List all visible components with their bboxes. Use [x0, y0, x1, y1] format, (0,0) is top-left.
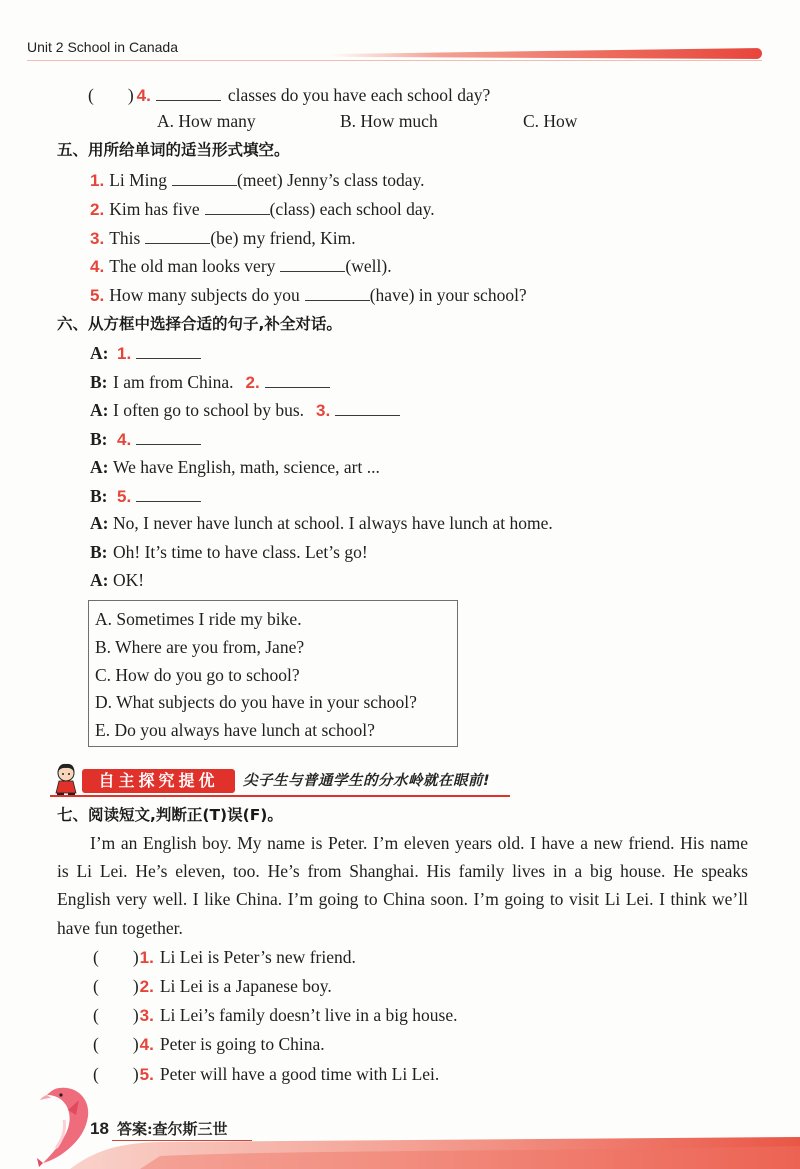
fill-blank: [136, 345, 201, 359]
item-text-before: The old man looks very: [109, 256, 276, 276]
answer-bracket-open: (: [93, 976, 99, 996]
section-7-heading: 七、阅读短文,判断正(T)误(F)。: [57, 806, 283, 824]
dialogue-line: [90, 428, 201, 451]
blank-number: 2.: [245, 373, 260, 392]
fill-blank: [172, 172, 237, 186]
fill-blank: [265, 374, 330, 388]
dialogue-line: [90, 399, 400, 422]
banner-slogan: 尖子生与普通学生的分水岭就在眼前!: [243, 773, 491, 789]
page-number: 18: [90, 1119, 109, 1138]
section-6-heading: 六、从方框中选择合适的句子,补全对话。: [57, 315, 342, 333]
fill-blank: [280, 258, 345, 272]
passage-line: I’m an English boy. My name is Peter. I’m eleven years old. I have a new friend. His name: [90, 833, 748, 853]
item-number: 1.: [90, 171, 105, 190]
dialogue-line: [90, 485, 201, 508]
item-text-after: (class) each school day.: [269, 199, 435, 219]
unit-title: Unit 2 School in Canada: [27, 39, 178, 55]
fill-blank: [136, 488, 201, 502]
answer-space: [99, 982, 133, 992]
box-option-a: A. Sometimes I ride my bike.: [95, 609, 302, 629]
fill-blank: [205, 201, 270, 215]
item-text: Li Lei’s family doesn’t live in a big house.: [159, 1005, 458, 1025]
speaker-label: B:: [90, 372, 108, 392]
fill-blank: [335, 402, 400, 416]
blank-number: 3.: [316, 401, 331, 420]
answer-space: [99, 953, 133, 963]
fill-item: [90, 169, 424, 192]
dialogue-text: OK!: [113, 570, 145, 590]
blank-number: 5.: [117, 487, 132, 506]
speaker-label: A:: [90, 400, 109, 420]
option-b: B. How much: [340, 111, 438, 131]
speaker-label: A:: [90, 513, 109, 533]
dialogue-line: [90, 371, 330, 394]
blank-number: 4.: [117, 430, 132, 449]
item-text-before: This: [109, 228, 141, 248]
dialogue-text: Oh! It’s time to have class. Let’s go!: [113, 542, 368, 562]
section-5-heading: 五、用所给单词的适当形式填空。: [57, 141, 290, 159]
judge-item: [93, 1004, 457, 1027]
item-number: 1.: [139, 948, 154, 967]
fill-blank: [145, 230, 210, 244]
answer-bracket-close: ): [132, 1034, 139, 1054]
answer-bracket-open: (: [93, 1064, 99, 1084]
answer-label: 答案:查尔斯三世: [117, 1120, 228, 1138]
speaker-label: B:: [90, 486, 108, 506]
dolphin-icon: [36, 1080, 98, 1168]
answer-bracket-open: (: [88, 85, 94, 105]
item-text-after: (meet) Jenny’s class today.: [237, 170, 425, 190]
question-4: [88, 84, 490, 107]
answer-bracket-close: ): [132, 1064, 139, 1084]
item-text: Li Lei is Peter’s new friend.: [159, 947, 356, 967]
speaker-label: B:: [90, 542, 108, 562]
judge-item: [93, 946, 356, 969]
item-number: 2.: [90, 200, 105, 219]
fill-item: [90, 198, 435, 221]
speaker-label: A:: [90, 457, 109, 477]
box-option-c: C. How do you go to school?: [95, 665, 300, 685]
dialogue-text: I am from China.: [113, 372, 234, 392]
answer-bracket-open: (: [93, 947, 99, 967]
item-text-before: How many subjects do you: [109, 285, 300, 305]
dialogue-line: [90, 456, 380, 478]
passage-line: have fun together.: [57, 918, 183, 938]
header-rule: [27, 60, 762, 61]
fill-item: [90, 227, 356, 250]
dialogue-line: [90, 541, 368, 563]
item-number: 3.: [90, 229, 105, 248]
question-text: classes do you have each school day?: [227, 85, 491, 105]
dialogue-text: I often go to school by bus.: [113, 400, 305, 420]
answer-bracket-open: (: [93, 1005, 99, 1025]
item-text-after: (well).: [345, 256, 392, 276]
footer-rule: [112, 1140, 252, 1141]
passage-line: is Li Lei. He’s eleven, too. He’s from Shanghai. His family lives in a big house. He speaks: [57, 861, 748, 881]
judge-item: [93, 1063, 439, 1086]
answer-bracket-close: ): [132, 1005, 139, 1025]
item-text: Peter is going to China.: [159, 1034, 325, 1054]
header-stripe: [330, 48, 762, 59]
question-number: 4.: [136, 86, 151, 105]
item-text-after: (have) in your school?: [369, 285, 527, 305]
item-number: 3.: [139, 1006, 154, 1025]
item-text-before: Li Ming: [109, 170, 168, 190]
speaker-label: A:: [90, 343, 109, 363]
answer-space: [94, 91, 128, 101]
dialogue-text: No, I never have lunch at school. I always have lunch at home.: [113, 513, 553, 533]
judge-item: [93, 975, 332, 998]
dialogue-text: We have English, math, science, art ...: [113, 457, 380, 477]
speaker-label: A:: [90, 570, 109, 590]
item-number: 4.: [139, 1035, 154, 1054]
item-text: Li Lei is a Japanese boy.: [159, 976, 332, 996]
item-text-before: Kim has five: [109, 199, 200, 219]
fill-blank: [305, 287, 370, 301]
item-text-after: (be) my friend, Kim.: [210, 228, 356, 248]
judge-item: [93, 1033, 325, 1056]
answer-space: [99, 1011, 133, 1021]
item-text: Peter will have a good time with Li Lei.: [159, 1064, 440, 1084]
item-number: 5.: [139, 1065, 154, 1084]
option-c: C. How: [523, 111, 578, 131]
dialogue-line: [90, 342, 201, 365]
answer-bracket-open: (: [93, 1034, 99, 1054]
option-a: A. How many: [157, 111, 256, 131]
fill-blank: [156, 87, 221, 101]
passage-line: English very well. I like China. I’m going to China soon. I’m going to visit Li Lei. I think we’ll: [57, 889, 748, 909]
speaker-label: B:: [90, 429, 108, 449]
item-number: 5.: [90, 286, 105, 305]
fill-item: [90, 255, 392, 278]
dialogue-line: [90, 512, 553, 534]
box-option-e: E. Do you always have lunch at school?: [95, 720, 375, 740]
answer-bracket-close: ): [132, 976, 139, 996]
fill-blank: [136, 431, 201, 445]
banner-label: 自主探究提优: [82, 769, 235, 793]
answer-bracket-close: ): [127, 85, 134, 105]
item-number: 2.: [139, 977, 154, 996]
item-number: 4.: [90, 257, 105, 276]
blank-number: 1.: [117, 344, 132, 363]
answer-space: [99, 1040, 133, 1050]
banner-rule: [50, 795, 510, 797]
fill-item: [90, 284, 527, 307]
mascot-icon: [50, 762, 82, 798]
answer-space: [99, 1070, 133, 1080]
box-option-b: B. Where are you from, Jane?: [95, 637, 305, 657]
dialogue-line: [90, 569, 144, 591]
box-option-d: D. What subjects do you have in your school?: [95, 692, 417, 712]
answer-bracket-close: ): [132, 947, 139, 967]
